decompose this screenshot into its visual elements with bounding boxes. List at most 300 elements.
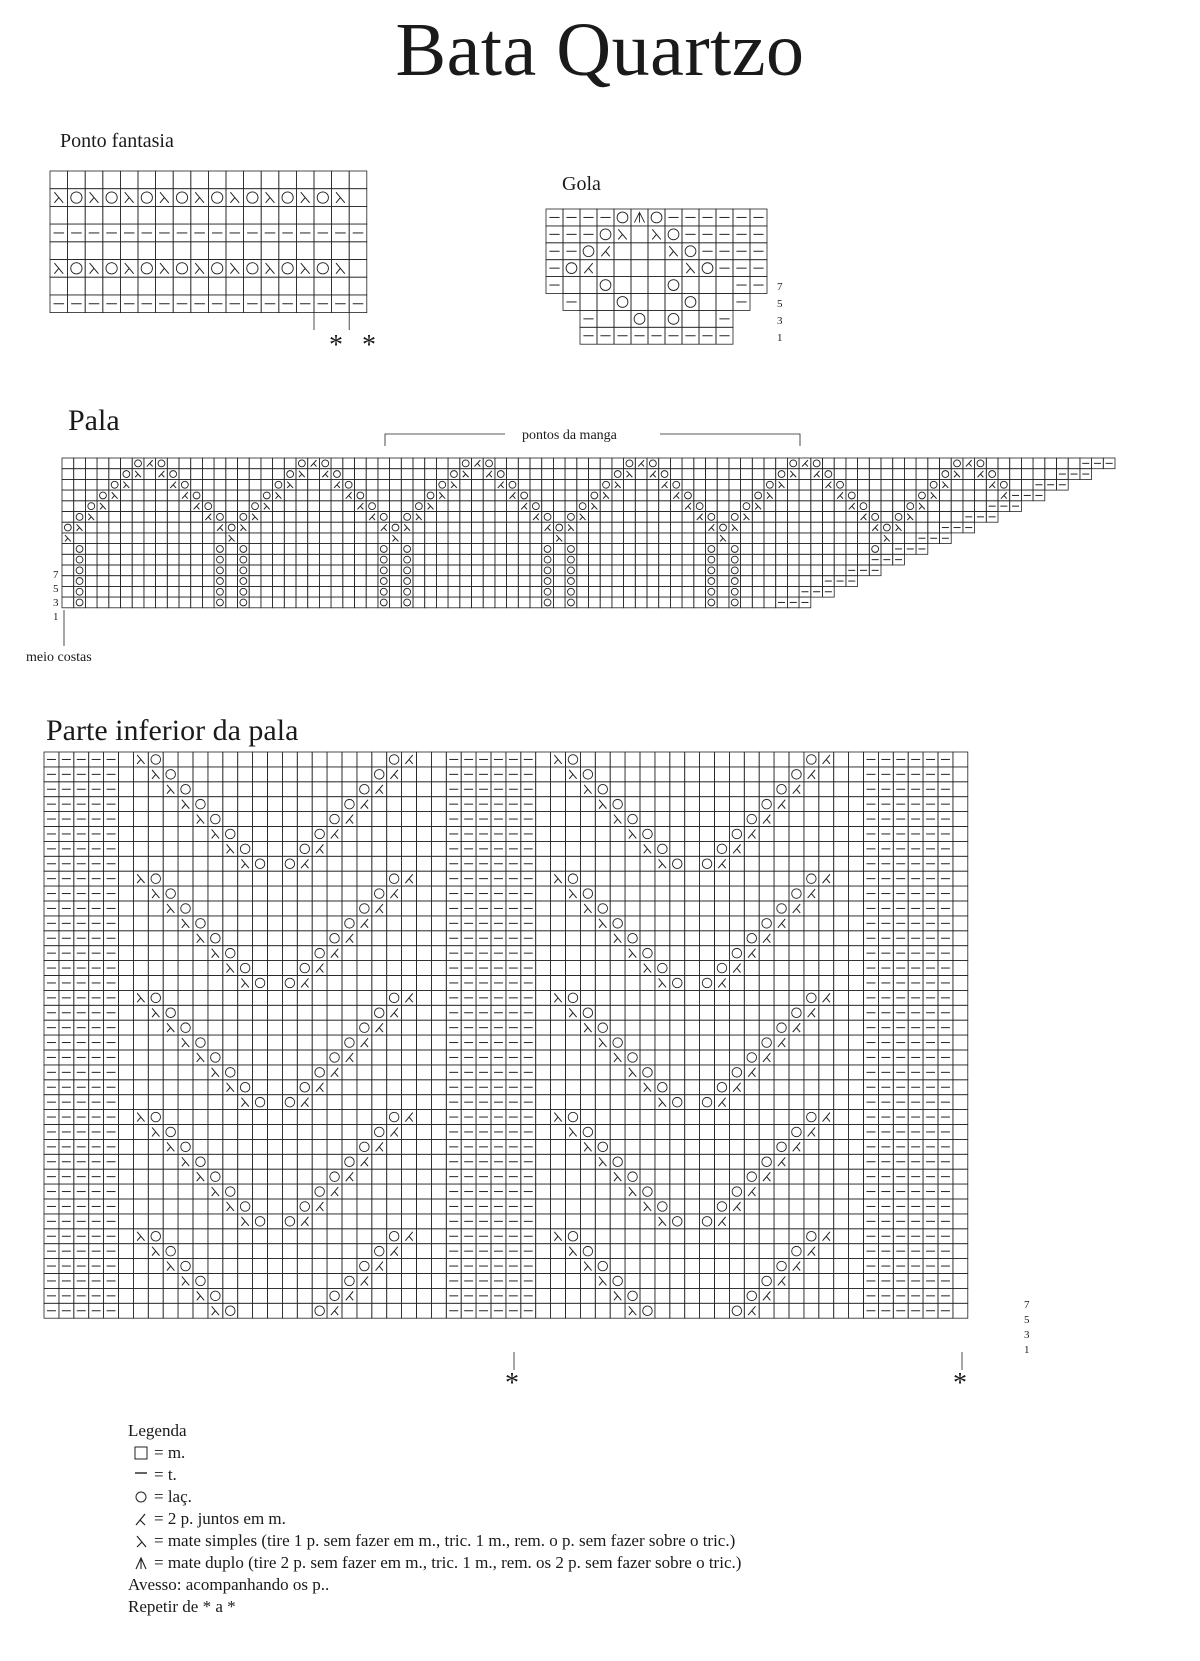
chart-cell [729, 1288, 744, 1303]
chart-cell [625, 1080, 640, 1095]
chart-cell [849, 871, 864, 886]
chart-cell [448, 458, 460, 469]
yarn-over-symbol [568, 755, 578, 765]
chart-cell [282, 782, 297, 797]
chart-cell [268, 886, 283, 901]
chart-cell [953, 946, 968, 961]
chart-cell [268, 961, 283, 976]
chart-cell [566, 841, 581, 856]
chart-cell [744, 976, 759, 991]
chart-cell [50, 277, 68, 295]
chart-cell [928, 469, 940, 480]
yarn-over-symbol [598, 784, 608, 794]
k2tog-symbol [718, 859, 725, 868]
chart-cell [685, 1274, 700, 1289]
chart-cell [648, 294, 665, 311]
ssk-symbol [197, 1172, 204, 1181]
chart-cell [119, 1080, 134, 1095]
chart-cell [804, 946, 819, 961]
chart-cell [208, 1139, 223, 1154]
chart-cell [610, 1095, 625, 1110]
chart-cell [133, 1050, 148, 1065]
chart-cell [589, 512, 601, 523]
chart-cell [312, 1288, 327, 1303]
k2tog-symbol [205, 514, 211, 520]
chart-cell [729, 1095, 744, 1110]
chart-cell [268, 1274, 283, 1289]
chart-cell [138, 206, 156, 224]
chart-cell [729, 797, 744, 812]
chart-cell [178, 946, 193, 961]
chart-cell [834, 812, 849, 827]
chart-cell [253, 782, 268, 797]
chart-cell [551, 1244, 566, 1259]
chart-cell [518, 597, 530, 608]
k2tog-symbol [405, 1232, 412, 1241]
yarn-over-symbol [263, 492, 270, 499]
chart-cell [625, 1005, 640, 1020]
k2tog-symbol [823, 1113, 830, 1122]
chart-cell [253, 1065, 268, 1080]
chart-cell [670, 544, 682, 555]
chart-cell [238, 1244, 253, 1259]
chart-cell [648, 260, 665, 277]
chart-cell [577, 479, 589, 490]
chart-cell [431, 1169, 446, 1184]
chart-cell [774, 976, 789, 991]
chart-cell [119, 1050, 134, 1065]
yarn-over-symbol [731, 599, 738, 606]
chart-cell [670, 886, 685, 901]
chart-cell [744, 1035, 759, 1050]
chart-cell [167, 554, 179, 565]
chart-cell [804, 1080, 819, 1095]
chart-cell [764, 576, 776, 587]
chart-cell [685, 1095, 700, 1110]
chart-cell [741, 490, 753, 501]
chart-cell [495, 576, 507, 587]
chart-cell [390, 479, 402, 490]
chart-cell [819, 1020, 834, 1035]
yarn-over-symbol [668, 313, 679, 324]
chart-cell [366, 458, 378, 469]
chart-cell [744, 886, 759, 901]
chart-cell [85, 171, 103, 189]
chart-cell [402, 856, 417, 871]
chart-cell [640, 1274, 655, 1289]
chart-cell [223, 1214, 238, 1229]
chart-cell [314, 242, 332, 260]
chart-cell [869, 490, 881, 501]
k2tog-symbol [316, 844, 323, 853]
chart-cell [156, 171, 174, 189]
chart-cell [179, 512, 191, 523]
chart-cell [551, 976, 566, 991]
chart-cell [378, 458, 390, 469]
yarn-over-symbol [240, 578, 247, 585]
chart-cell [163, 990, 178, 1005]
chart-cell [226, 171, 244, 189]
chart-cell [342, 1139, 357, 1154]
chart-cell [436, 554, 448, 565]
ssk-symbol [569, 1127, 576, 1136]
chart-cell [789, 1184, 804, 1199]
chart-cell [238, 1005, 253, 1020]
chart-cell [610, 1110, 625, 1125]
chart-cell [566, 1139, 581, 1154]
yarn-over-symbol [583, 889, 593, 899]
chart-cell [417, 1095, 432, 1110]
chart-cell [413, 597, 425, 608]
chart-cell [595, 767, 610, 782]
chart-cell [202, 458, 214, 469]
chart-cell [357, 961, 372, 976]
chart-cell [261, 206, 279, 224]
chart-cell [163, 1065, 178, 1080]
chart-cell [610, 1065, 625, 1080]
chart-cell [191, 206, 209, 224]
chart-cell [372, 1035, 387, 1050]
chart-cell [417, 1154, 432, 1169]
chart-cell [357, 886, 372, 901]
yarn-over-symbol [380, 546, 387, 553]
chart-cell [327, 767, 342, 782]
chart-cell [953, 1274, 968, 1289]
chart-cell [595, 1244, 610, 1259]
yarn-over-symbol [731, 513, 738, 520]
chart-cell [253, 841, 268, 856]
chart-cell [764, 554, 776, 565]
chart-cell [387, 1050, 402, 1065]
chart-cell [729, 1125, 744, 1140]
chart-cell [670, 871, 685, 886]
ssk-symbol [439, 492, 445, 498]
chart-cell [297, 1169, 312, 1184]
yarn-over-symbol [658, 844, 668, 854]
k2tog-symbol [808, 889, 815, 898]
chart-cell [699, 277, 716, 294]
yarn-over-symbol [486, 460, 493, 467]
chart-cell [744, 797, 759, 812]
chart-cell [319, 501, 331, 512]
pala-row-3: 3 [53, 597, 59, 609]
chart-cell [178, 1080, 193, 1095]
chart-cell [612, 544, 624, 555]
chart-cell [610, 1199, 625, 1214]
chart-cell [789, 1169, 804, 1184]
chart-cell [624, 565, 636, 576]
chart-cell [682, 576, 694, 587]
chart-cell [1033, 469, 1045, 480]
chart-cell [148, 901, 163, 916]
chart-cell [448, 522, 460, 533]
chart-cell [268, 916, 283, 931]
chart-cell [551, 1169, 566, 1184]
yarn-over-symbol [211, 1291, 221, 1301]
chart-cell [595, 1050, 610, 1065]
chart-cell [178, 1050, 193, 1065]
chart-cell [610, 871, 625, 886]
chart-cell [811, 565, 823, 576]
chart-cell [635, 586, 647, 597]
chart-cell [148, 1274, 163, 1289]
chart-cell [85, 522, 97, 533]
chart-cell [282, 797, 297, 812]
chart-cell [953, 827, 968, 842]
chart-cell [566, 1065, 581, 1080]
chart-cell [717, 479, 729, 490]
chart-cell [261, 242, 279, 260]
ssk-symbol [212, 1068, 219, 1077]
yarn-over-symbol [685, 246, 696, 257]
chart-cell [132, 554, 144, 565]
chart-cell [953, 797, 968, 812]
chart-cell [706, 479, 718, 490]
chart-cell [342, 990, 357, 1005]
yarn-over-symbol [702, 978, 712, 988]
chart-cell [659, 522, 671, 533]
ssk-symbol [212, 1187, 219, 1196]
chart-cell [849, 961, 864, 976]
chart-cell [670, 812, 685, 827]
chart-cell [460, 501, 472, 512]
ssk-symbol [652, 229, 661, 239]
chart-cell [417, 1274, 432, 1289]
chart-cell [132, 586, 144, 597]
chart-cell [536, 812, 551, 827]
chart-cell [759, 1125, 774, 1140]
chart-cell [144, 554, 156, 565]
ssk-symbol [240, 524, 246, 530]
chart-cell [119, 1274, 134, 1289]
chart-cell [700, 916, 715, 931]
chart-cell [390, 512, 402, 523]
ssk-symbol [123, 482, 129, 488]
yarn-over-symbol [415, 503, 422, 510]
chart-cell [97, 479, 109, 490]
ssk-symbol [720, 535, 726, 541]
chart-cell [372, 1154, 387, 1169]
yarn-over-symbol [317, 263, 328, 274]
chart-cell [789, 1288, 804, 1303]
yarn-over-symbol [196, 1276, 206, 1286]
chart-cell [148, 946, 163, 961]
ssk-symbol [100, 503, 106, 509]
chart-cell [804, 1184, 819, 1199]
chart-cell [729, 767, 744, 782]
chart-cell [119, 1288, 134, 1303]
chart-cell [665, 226, 682, 243]
chart-cell [342, 1110, 357, 1125]
chart-cell [580, 1199, 595, 1214]
chart-cell [109, 469, 121, 480]
chart-cell [625, 797, 640, 812]
chart-cell [483, 501, 495, 512]
chart-cell [542, 458, 554, 469]
chart-cell [600, 544, 612, 555]
chart-cell [402, 1244, 417, 1259]
chart-cell [413, 490, 425, 501]
chart-cell [121, 533, 133, 544]
chart-cell [700, 841, 715, 856]
yarn-over-symbol [345, 1038, 355, 1048]
chart-cell [659, 586, 671, 597]
chart-cell [327, 1080, 342, 1095]
chart-cell [566, 1095, 581, 1110]
chart-cell [431, 1035, 446, 1050]
chart-cell [253, 990, 268, 1005]
chart-cell [685, 1169, 700, 1184]
chart-cell [595, 1110, 610, 1125]
yarn-over-symbol [240, 546, 247, 553]
chart-cell [589, 469, 601, 480]
chart-cell [819, 916, 834, 931]
chart-cell [342, 976, 357, 991]
yarn-over-symbol [807, 1231, 817, 1241]
yarn-over-symbol [287, 471, 294, 478]
chart-cell [717, 458, 729, 469]
chart-cell [282, 1259, 297, 1274]
chart-cell [577, 554, 589, 565]
k2tog-symbol [311, 460, 317, 466]
chart-cell [566, 827, 581, 842]
ssk-symbol [230, 192, 239, 203]
chart-cell [343, 458, 355, 469]
chart-cell [518, 554, 530, 565]
chart-cell [823, 522, 835, 533]
chart-cell [682, 512, 694, 523]
chart-cell [819, 1125, 834, 1140]
chart-cell [193, 961, 208, 976]
chart-cell [448, 597, 460, 608]
chart-cell [413, 479, 425, 490]
chart-cell [655, 1005, 670, 1020]
chart-cell [312, 901, 327, 916]
chart-cell [682, 310, 699, 327]
lower-row-3: 3 [1024, 1329, 1030, 1341]
ssk-symbol [137, 993, 144, 1002]
chart-cell [904, 522, 916, 533]
yarn-over-symbol [668, 229, 679, 240]
chart-cell [647, 522, 659, 533]
chart-cell [682, 522, 694, 533]
yarn-over-symbol [777, 1142, 787, 1152]
chart-cell [776, 522, 788, 533]
chart-cell [694, 458, 706, 469]
chart-cell [589, 565, 601, 576]
yarn-over-symbol [196, 919, 206, 929]
chart-cell [752, 522, 764, 533]
chart-cell [953, 1125, 968, 1140]
chart-cell [640, 797, 655, 812]
chart-cell [193, 1303, 208, 1318]
yarn-over-symbol [720, 524, 727, 531]
ssk-symbol [197, 934, 204, 943]
chart-cell [268, 812, 283, 827]
chart-cell [214, 533, 226, 544]
chart-cell [953, 976, 968, 991]
chart-cell [600, 565, 612, 576]
chart-cell [625, 1259, 640, 1274]
chart-cell [536, 1095, 551, 1110]
yarn-over-symbol [240, 513, 247, 520]
chart-cell [355, 554, 367, 565]
chart-cell [700, 946, 715, 961]
k2tog-symbol [316, 1083, 323, 1092]
chart-cell [431, 886, 446, 901]
chart-cell [223, 1154, 238, 1169]
ssk-symbol [167, 1023, 174, 1032]
k2tog-symbol [376, 1262, 383, 1271]
k2tog-symbol [823, 1232, 830, 1241]
chart-cell [729, 533, 741, 544]
chart-cell [268, 1229, 283, 1244]
chart-cell [566, 976, 581, 991]
chart-cell [253, 1154, 268, 1169]
chart-cell [472, 554, 484, 565]
chart-cell [530, 533, 542, 544]
yarn-over-symbol [643, 829, 653, 839]
chart-cell [893, 469, 905, 480]
chart-cell [759, 1080, 774, 1095]
chart-cell [715, 1288, 730, 1303]
chart-cell [178, 1244, 193, 1259]
chart-cell [327, 1005, 342, 1020]
chart-cell [553, 565, 565, 576]
yarn-over-symbol [685, 297, 696, 308]
yarn-over-symbol [141, 192, 152, 203]
chart-cell [226, 242, 244, 260]
chart-cell [849, 767, 864, 782]
chart-cell [715, 931, 730, 946]
chart-cell [670, 576, 682, 587]
chart-cell [343, 565, 355, 576]
yarn-over-symbol [613, 1038, 623, 1048]
chart-cell [253, 1035, 268, 1050]
chart-cell [279, 206, 297, 224]
chart-cell [357, 1229, 372, 1244]
chart-cell [133, 931, 148, 946]
chart-cell [448, 554, 460, 565]
chart-cell [460, 544, 472, 555]
chart-cell [85, 458, 97, 469]
chart-cell [928, 512, 940, 523]
chart-cell [425, 576, 437, 587]
chart-cell [223, 812, 238, 827]
ssk-symbol [125, 263, 134, 274]
chart-cell [551, 1050, 566, 1065]
chart-cell [975, 490, 987, 501]
chart-cell [327, 752, 342, 767]
yarn-over-symbol [181, 1261, 191, 1271]
chart-cell [849, 1244, 864, 1259]
chart-cell [178, 1288, 193, 1303]
chart-cell [357, 1095, 372, 1110]
chart-cell [507, 597, 519, 608]
k2tog-symbol [837, 492, 843, 498]
chart-cell [97, 533, 109, 544]
yarn-over-symbol [790, 460, 797, 467]
k2tog-symbol [390, 1008, 397, 1017]
chart-cell [834, 1184, 849, 1199]
chart-cell [144, 544, 156, 555]
chart-cell [706, 490, 718, 501]
ssk-symbol [167, 1262, 174, 1271]
chart-cell [600, 597, 612, 608]
chart-cell [849, 1184, 864, 1199]
chart-cell [156, 597, 168, 608]
chart-cell [940, 501, 952, 512]
